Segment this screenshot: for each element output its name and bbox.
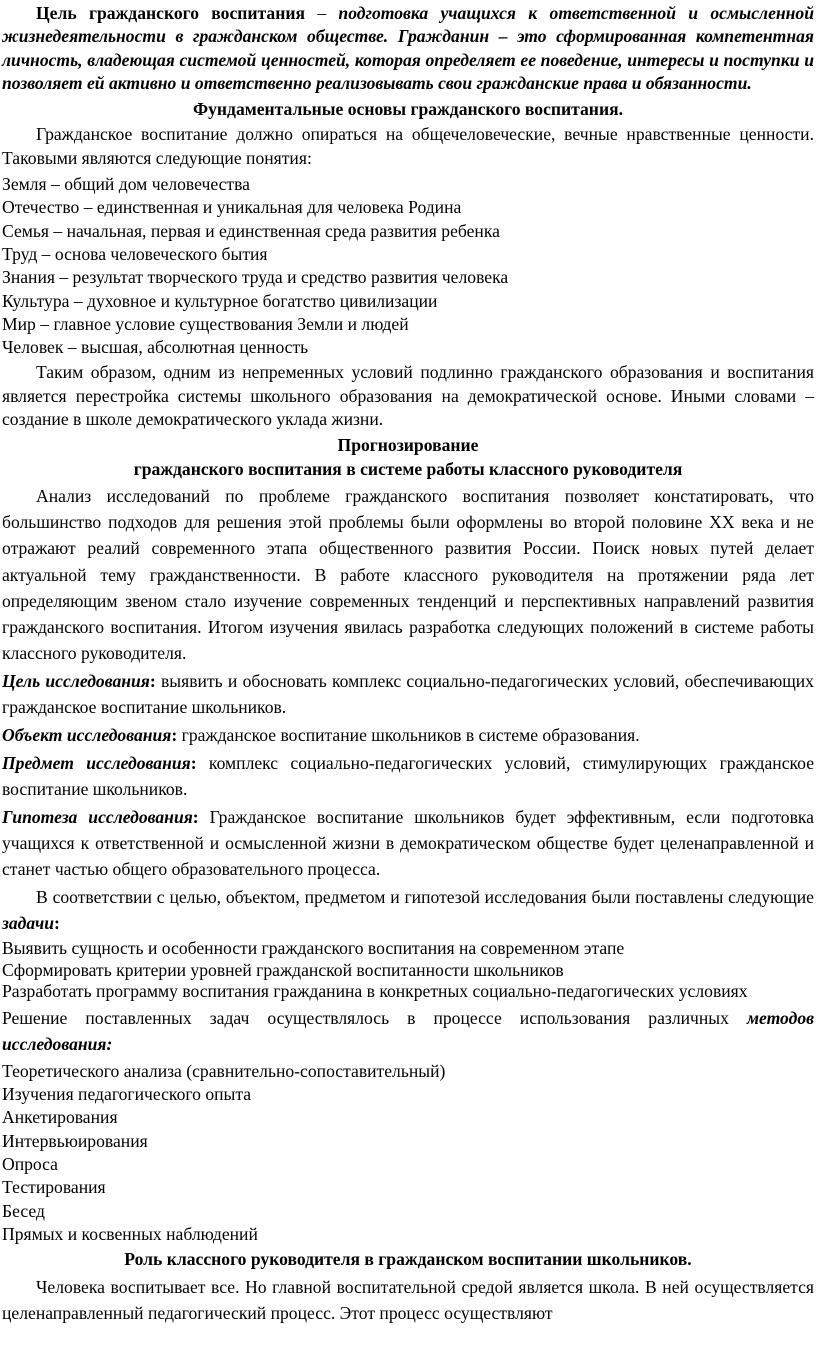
tasks-intro: В соответствии с целью, объектом, предметом и гипотезой исследования были поставлены следующие <box>36 887 814 908</box>
intro-dash: – <box>305 3 339 23</box>
list-item: Земля – общий дом человечества <box>2 174 250 195</box>
hypothesis-colon: : <box>192 807 199 828</box>
list-item: Человек – высшая, абсолютная ценность <box>2 337 309 358</box>
list-item: Изучения педагогического опыта <box>2 1084 252 1105</box>
object-colon: : <box>171 725 178 746</box>
list-item: Мир – главное условие существования Земли и людей <box>2 313 409 334</box>
section2-heading-line2: гражданского воспитания в системе работы классного руководителя <box>133 458 683 479</box>
list-item: Культура – духовное и культурное богатство цивилизации <box>2 290 438 311</box>
tasks-list <box>2 938 814 1003</box>
subject-label: Предмет исследования <box>2 753 191 774</box>
methods-paragraph <box>2 1005 814 1057</box>
list-item: Выявить сущность и особенности гражданского воспитания на современном этапе <box>2 938 625 959</box>
section3-heading: Роль классного руководителя в гражданском воспитании школьников. <box>124 1249 692 1270</box>
values-list <box>2 173 814 359</box>
goal-colon: : <box>149 671 156 692</box>
subject-colon: : <box>190 753 197 774</box>
section1-paragraph: Гражданское воспитание должно опираться на общечеловеческие, вечные нравственные ценности. Таковыми являются следующие понятия: <box>2 124 814 168</box>
list-item: Теоретического анализа (сравнительно-сопоставительный) <box>2 1060 446 1081</box>
list-item: Прямых и косвенных наблюдений <box>2 1223 258 1244</box>
list-item: Интервьюирования <box>2 1130 148 1151</box>
object-text: гражданское воспитание школьников в системе образования. <box>177 725 640 746</box>
hypothesis-paragraph <box>2 804 814 882</box>
object-label: Объект исследования <box>2 725 172 746</box>
list-item: Знания – результат творческого труда и средство развития человека <box>2 267 509 288</box>
methods-intro: Решение поставленных задач осуществлялось в процессе использования различных <box>2 1007 747 1028</box>
section3-paragraph: Человека воспитывает все. Но главной воспитательной средой является школа. В ней осуществляется целенаправленный педагогический процесс. Этот процесс осуществляют <box>2 1276 814 1323</box>
list-item: Тестирования <box>2 1177 106 1198</box>
hypothesis-label: Гипотеза исследования <box>2 807 193 828</box>
section1-heading: Фундаментальные основы гражданского воспитания. <box>193 99 623 120</box>
section1-conclusion: Таким образом, одним из непременных условий подлинно гражданского образования и воспитания является перестройка системы школьного образования на демократической основе. Иными словами – создание в школе демократического уклада жизни. <box>2 362 814 430</box>
section2-paragraph: Анализ исследований по проблеме гражданского воспитания позволяет констатировать, что большинство подходов для решения этой проблемы были оформлены во второй половине XX века и не отражают реалий современного этапа общественного развития России. Поиск новых путей делает актуальной тему гражданственности. В работе классного руководителя на протяжении ряда лет определяющим звеном стало изучение современных тенденций и перспективных направлений развития гражданского воспитания. Итогом изучения явилась разработка следующих положений в системе работы классного руководителя. <box>2 485 814 664</box>
list-item: Семья – начальная, первая и единственная среда развития ребенка <box>2 220 500 241</box>
intro-lead: Цель гражданского воспитания <box>36 3 306 23</box>
subject-paragraph <box>2 750 814 802</box>
subject-text: комплекс социально-педагогических условий, стимулирующих гражданское воспитание школьников. <box>2 753 815 800</box>
intro-text: подготовка учащихся к ответственной и осмысленной жизнедеятельности в гражданском обществе. Гражданин – это сформированная компетентная личность, владеющая системой ценностей, которая определяет ее поведение, интересы и поступки и позволяет ей активно и ответственно реализовывать свои гражданские права и обязанности. <box>2 3 814 93</box>
methods-word: методов исследования: <box>2 1007 814 1054</box>
tasks-colon: : <box>53 913 60 934</box>
goal-label: Цель исследования <box>2 671 150 692</box>
goal-paragraph <box>2 668 814 720</box>
list-item: Сформировать критерии уровней гражданской воспитанности школьников <box>2 959 564 980</box>
methods-list <box>2 1060 814 1246</box>
list-item: Разработать программу воспитания гражданина в конкретных социально-педагогических условиях <box>2 981 748 1002</box>
list-item: Отечество – единственная и уникальная для человека Родина <box>2 197 462 218</box>
goal-text: выявить и обосновать комплекс социально-педагогических условий, обеспечивающих гражданское воспитание школьников. <box>2 671 814 718</box>
object-paragraph <box>2 722 814 748</box>
list-item: Опроса <box>2 1154 58 1175</box>
tasks-paragraph <box>2 884 814 936</box>
list-item: Анкетирования <box>2 1107 118 1128</box>
intro-paragraph <box>2 2 814 95</box>
list-item: Бесед <box>2 1200 45 1221</box>
list-item: Труд – основа человеческого бытия <box>2 243 268 264</box>
hypothesis-text: Гражданское воспитание школьников будет эффективным, если подготовка учащихся к ответственной и осмысленной жизни в демократическом обществе будет целенаправленной и станет частью общего образовательного процесса. <box>2 807 814 880</box>
section2-heading-line1: Прогнозирование <box>337 435 479 456</box>
tasks-word: задачи <box>2 913 54 934</box>
